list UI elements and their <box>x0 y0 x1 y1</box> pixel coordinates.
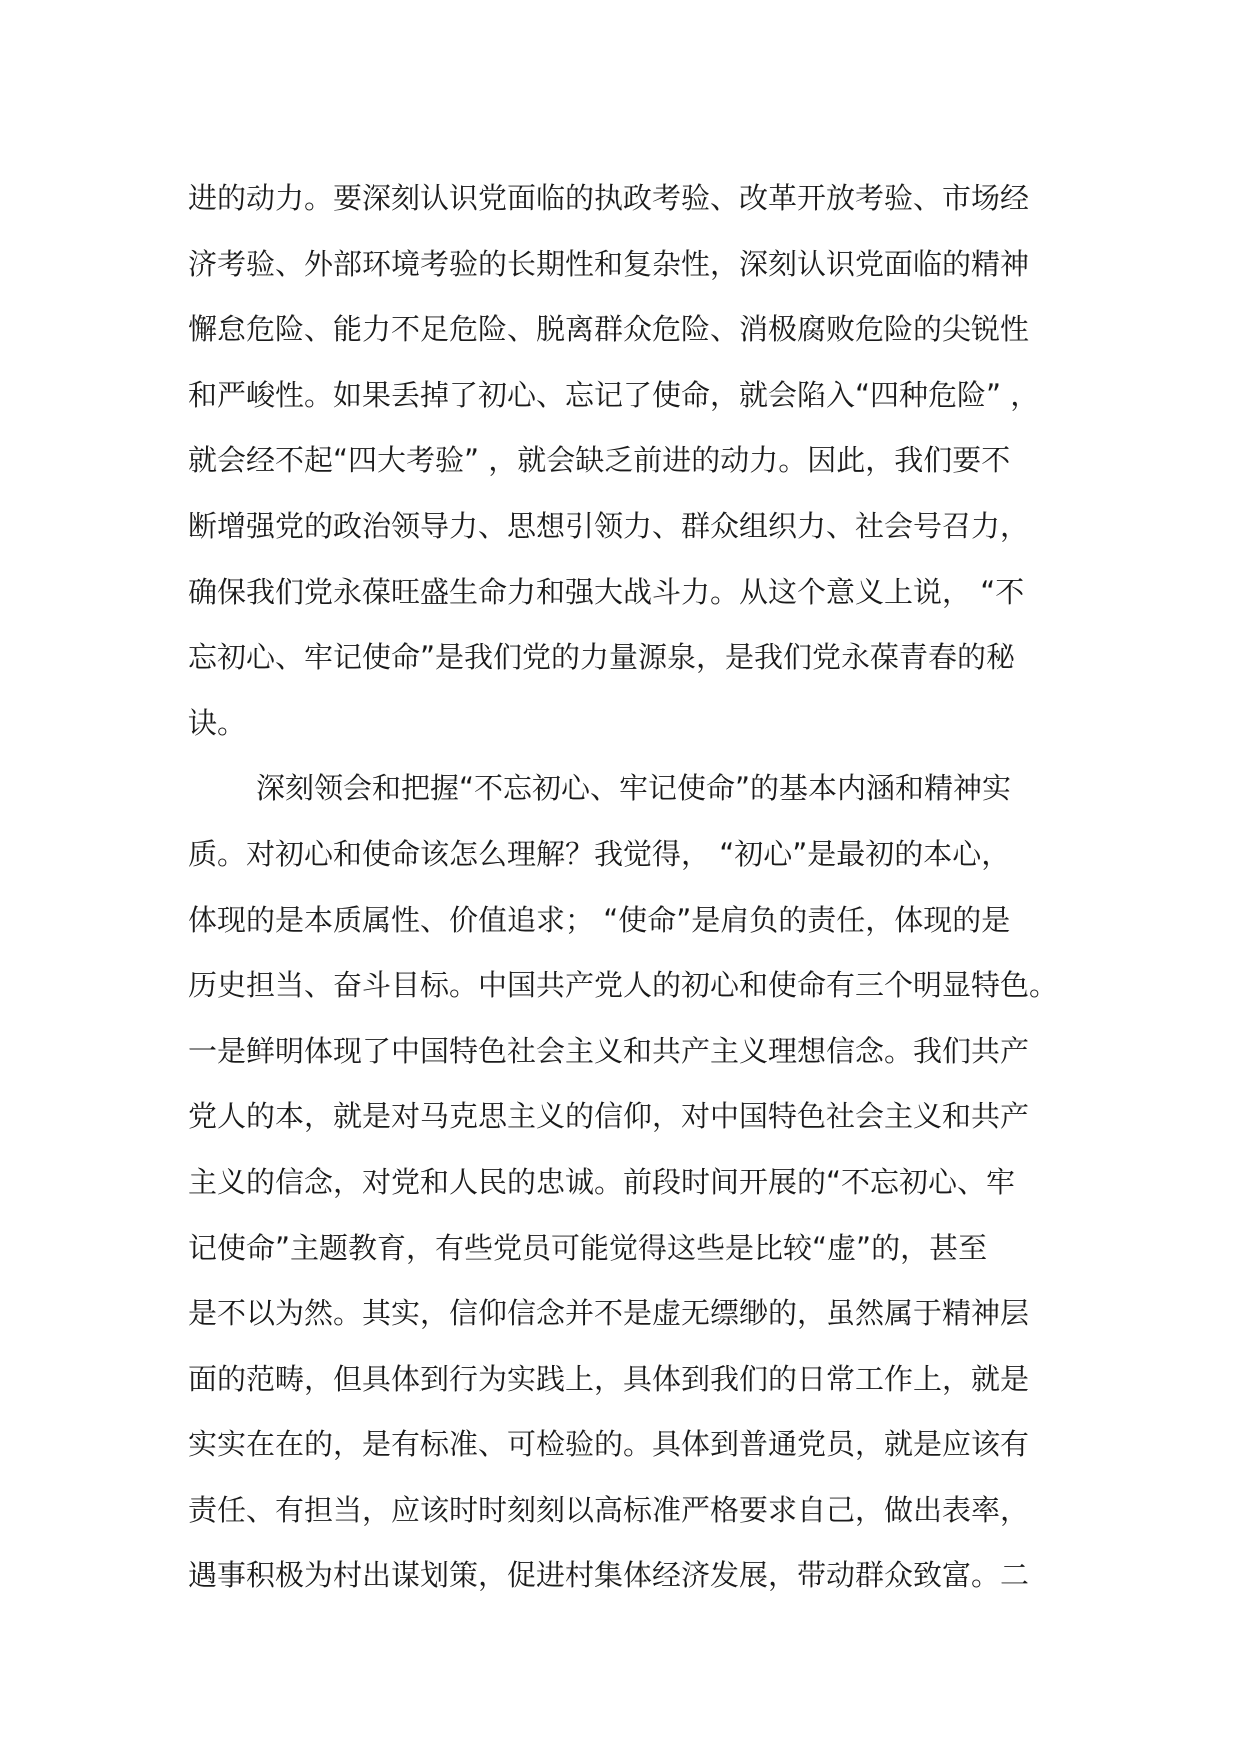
text-line: 是不以为然。其实，信仰信念并不是虚无缥缈的，虽然属于精神层 <box>188 1296 1030 1331</box>
body-text <box>188 166 1068 1609</box>
text-line: 遇事积极为村出谋划策，促进村集体经济发展，带动群众致富。二 <box>188 1558 1030 1593</box>
text-line: 实实在在的，是有标准、可检验的。具体到普通党员，就是应该有 <box>188 1427 1030 1462</box>
text-line: 懈怠危险、能力不足危险、脱离群众危险、消极腐败危险的尖锐性 <box>188 312 1030 347</box>
text-line: 确保我们党永葆旺盛生命力和强大战斗力。从这个意义上说， “不 <box>188 574 1025 609</box>
text-line: 进的动力。要深刻认识党面临的执政考验、改革开放考验、市场经 <box>188 181 1030 215</box>
text-line: 一是鲜明体现了中国特色社会主义和共产主义理想信念。我们共产 <box>188 1033 1030 1068</box>
paragraph <box>188 166 1068 756</box>
text-line: 主义的信念，对党和人民的忠诚。前段时间开展的“不忘初心、牢 <box>188 1164 1016 1199</box>
text-line: 忘初心、牢记使命”是我们党的力量源泉，是我们党永葆青春的秘 <box>188 640 1016 675</box>
text-line: 面的范畴，但具体到行为实践上，具体到我们的日常工作上，就是 <box>188 1361 1030 1396</box>
text-line: 诀。 <box>188 705 247 740</box>
text-line: 记使命”主题教育，有些党员可能觉得这些是比较“虚”的，甚至 <box>188 1230 988 1265</box>
text-line: 就会经不起“四大考验” ，就会缺乏前进的动力。因此，我们要不 <box>188 443 1011 478</box>
text-line: 和严峻性。如果丢掉了初心、忘记了使命，就会陷入“四种危险” ， <box>188 377 1040 412</box>
text-line: 质。对初心和使命该怎么理解？我觉得， “初心”是最初的本心， <box>188 836 1011 871</box>
text-line: 责任、有担当，应该时时刻刻以高标准严格要求自己，做出表率， <box>188 1492 1030 1527</box>
text-line: 历史担当、奋斗目标。中国共产党人的初心和使命有三个明显特色。 <box>188 968 1059 1003</box>
paragraph <box>188 756 1068 1609</box>
text-line: 深刻领会和把握“不忘初心、牢记使命”的基本内涵和精神实 <box>256 771 1012 806</box>
text-line: 党人的本，就是对马克思主义的信仰，对中国特色社会主义和共产 <box>188 1099 1030 1134</box>
text-line: 断增强党的政治领导力、思想引领力、群众组织力、社会号召力， <box>188 508 1030 543</box>
text-line: 体现的是本质属性、价值追求； “使命”是肩负的责任，体现的是 <box>188 902 1011 937</box>
text-line: 济考验、外部环境考验的长期性和复杂性，深刻认识党面临的精神 <box>188 246 1030 281</box>
